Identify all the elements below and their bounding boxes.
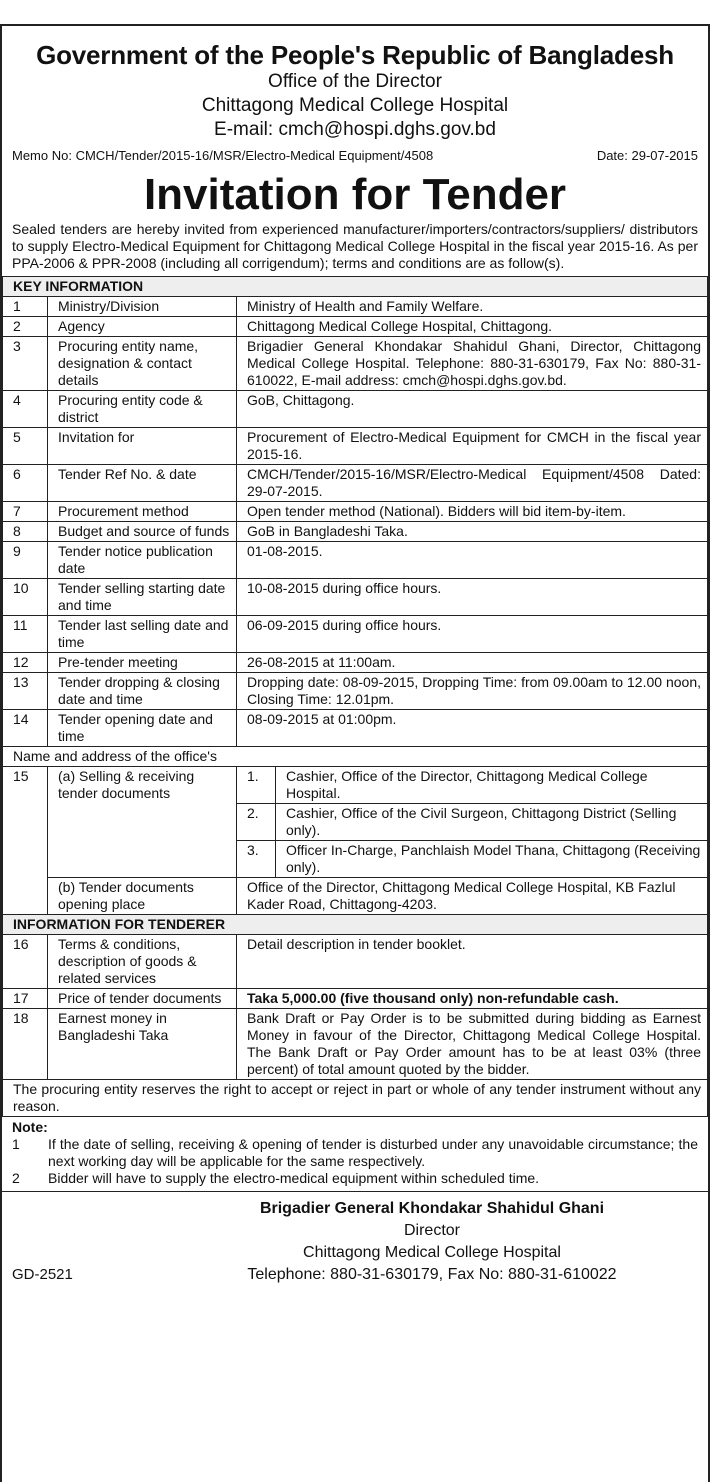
row-value: 10-08-2015 during office hours.	[237, 579, 708, 616]
row-number: 9	[3, 542, 48, 579]
row-label: Agency	[48, 317, 237, 337]
gd-number: GD-2521	[12, 1266, 73, 1283]
memo-line	[2, 148, 708, 163]
row-label: Ministry/Division	[48, 297, 237, 317]
row-value: 08-09-2015 at 01:00pm.	[237, 710, 708, 747]
row-value: Office of the Director, Chittagong Medical College Hospital, KB Fazlul Kader Road, Chittagong-4203.	[237, 878, 708, 915]
table-row	[3, 710, 708, 747]
place-item	[237, 804, 707, 841]
note-text: Bidder will have to supply the electro-medical equipment within scheduled time.	[48, 1170, 540, 1186]
row-number: 4	[3, 391, 48, 428]
table-row	[3, 391, 708, 428]
row-value: GoB in Bangladeshi Taka.	[237, 522, 708, 542]
table-row	[3, 297, 708, 317]
note-number: 2	[12, 1170, 20, 1186]
table-row	[3, 542, 708, 579]
row-label: Price of tender documents	[48, 989, 237, 1009]
row-number: 1	[3, 297, 48, 317]
memo-number: Memo No: CMCH/Tender/2015-16/MSR/Electro-Medical Equipment/4508	[12, 148, 434, 163]
reservation-text: The procuring entity reserves the right to accept or reject in part or whole of any tender instrument without any reason.	[3, 1080, 708, 1117]
row-value: Detail description in tender booklet.	[237, 935, 708, 989]
divider	[2, 1191, 708, 1192]
row-number: 3	[3, 337, 48, 391]
row-number-empty	[3, 878, 48, 915]
table-row	[3, 502, 708, 522]
table-row	[3, 878, 708, 915]
row-label: Invitation for	[48, 428, 237, 465]
table-row	[3, 673, 708, 710]
signatory-name: Brigadier General Khondakar Shahidul Ghani	[259, 1200, 605, 1217]
row-number: 7	[3, 502, 48, 522]
row-number: 5	[3, 428, 48, 465]
row-label: (a) Selling & receiving tender documents	[48, 767, 237, 878]
table-row	[3, 653, 708, 673]
table-row	[3, 616, 708, 653]
hospital-name: Chittagong Medical College Hospital	[201, 95, 509, 116]
row-number: 2	[3, 317, 48, 337]
row-label: Tender notice publication date	[48, 542, 237, 579]
email-line: E-mail: cmch@hospi.dghs.gov.bd	[214, 119, 496, 140]
row-label: Budget and source of funds	[48, 522, 237, 542]
notes-heading: Note:	[12, 1119, 48, 1135]
place-text: Cashier, Office of the Director, Chittagong Medical College Hospital.	[276, 767, 708, 804]
row-value: Procurement of Electro-Medical Equipment for CMCH in the fiscal year 2015-16.	[237, 428, 708, 465]
header	[2, 40, 708, 142]
note-item	[12, 1170, 698, 1187]
table-row	[3, 989, 708, 1009]
place-text: Cashier, Office of the Civil Surgeon, Chittagong District (Selling only).	[276, 804, 708, 841]
row-label: Tender selling starting date and time	[48, 579, 237, 616]
office-name: Office of the Director	[268, 71, 442, 92]
row-number: 10	[3, 579, 48, 616]
signature-block	[2, 1198, 708, 1286]
table-row	[3, 465, 708, 502]
table-row	[3, 1009, 708, 1080]
place-number: 3.	[237, 841, 276, 878]
row-value: Taka 5,000.00 (five thousand only) non-refundable cash.	[237, 989, 708, 1009]
intro-paragraph: Sealed tenders are hereby invited from experienced manufacturer/importers/contractors/suppliers/ distributors to supply Electro-Medical Equipment for Chittagong Medical College Hospital in the fiscal year 2015-16. As per PPA-2006 & PPR-2008 (including all corrigendum); terms and conditions are as follow(s).	[12, 221, 698, 271]
row-value: Dropping date: 08-09-2015, Dropping Time: from 09.00am to 12.00 noon, Closing Time: 12.01pm.	[237, 673, 708, 710]
tenderer-information-heading: INFORMATION FOR TENDERER	[3, 915, 708, 935]
row-number: 8	[3, 522, 48, 542]
row-value: Chittagong Medical College Hospital, Chittagong.	[237, 317, 708, 337]
place-item	[237, 767, 707, 804]
signatory-contact: Telephone: 880-31-630179, Fax No: 880-31-610022	[247, 1266, 617, 1283]
row-number: 17	[3, 989, 48, 1009]
notes-list	[12, 1136, 698, 1187]
section-heading-row	[3, 915, 708, 935]
row-number: 14	[3, 710, 48, 747]
place-number: 1.	[237, 767, 276, 804]
notice-title: Invitation for Tender	[143, 170, 567, 219]
row-label: Earnest money in Bangladeshi Taka	[48, 1009, 237, 1080]
row-value: 26-08-2015 at 11:00am.	[237, 653, 708, 673]
signatory-designation: Director	[403, 1222, 460, 1239]
places-list	[237, 767, 707, 877]
row-label: Procurement method	[48, 502, 237, 522]
place-number: 2.	[237, 804, 276, 841]
offices-heading: Name and address of the office's	[3, 747, 708, 767]
notes-section	[2, 1117, 708, 1189]
section-heading-row	[3, 277, 708, 297]
row-label: Terms & conditions, description of goods & related services	[48, 935, 237, 989]
row-number: 18	[3, 1009, 48, 1080]
row-label: Tender opening date and time	[48, 710, 237, 747]
row-value: 06-09-2015 during office hours.	[237, 616, 708, 653]
row-number: 15	[3, 767, 48, 878]
place-text: Officer In-Charge, Panchlaish Model Thana, Chittagong (Receiving only).	[286, 842, 701, 875]
tender-notice	[0, 24, 710, 1482]
tender-table	[2, 276, 708, 1117]
offices-heading-row	[3, 747, 708, 767]
row-number: 13	[3, 673, 48, 710]
row-label: Tender last selling date and time	[48, 616, 237, 653]
table-row	[3, 935, 708, 989]
reservation-row	[3, 1080, 708, 1117]
selling-places	[237, 767, 708, 878]
note-item	[12, 1136, 698, 1170]
note-number: 1	[12, 1136, 20, 1152]
row-label: Tender dropping & closing date and time	[48, 673, 237, 710]
row-value: Open tender method (National). Bidders will bid item-by-item.	[237, 502, 708, 522]
table-row	[3, 767, 708, 878]
table-row	[3, 579, 708, 616]
row-value: CMCH/Tender/2015-16/MSR/Electro-Medical Equipment/4508 Dated: 29-07-2015.	[237, 465, 708, 502]
table-row	[3, 428, 708, 465]
row-number: 16	[3, 935, 48, 989]
table-row	[3, 337, 708, 391]
row-number: 11	[3, 616, 48, 653]
row-label: Procuring entity name, designation & contact details	[48, 337, 237, 391]
table-row	[3, 317, 708, 337]
memo-date: Date: 29-07-2015	[596, 148, 698, 163]
row-label: (b) Tender documents opening place	[48, 878, 237, 915]
note-text: If the date of selling, receiving & opening of tender is disturbed under any unavoidable circumstance; the next working day will be applicable for the same respectively.	[48, 1136, 698, 1169]
row-label: Pre-tender meeting	[48, 653, 237, 673]
place-item	[237, 841, 707, 878]
row-number: 12	[3, 653, 48, 673]
row-value: Bank Draft or Pay Order is to be submitted during bidding as Earnest Money in favour of the Director, Chittagong Medical College Hospital. The Bank Draft or Pay Order amount has to be at least 03% (three percent) of total amount quoted by the bidder.	[237, 1009, 708, 1080]
row-value: GoB, Chittagong.	[237, 391, 708, 428]
signatory-organization: Chittagong Medical College Hospital	[303, 1244, 561, 1261]
row-label: Procuring entity code & district	[48, 391, 237, 428]
table-row	[3, 522, 708, 542]
row-value: Brigadier General Khondakar Shahidul Ghani, Director, Chittagong Medical College Hospital. Telephone: 880-31-630179, Fax No: 880-31-610022, E-mail address: cmch@hospi.dghs.gov.bd.	[237, 337, 708, 391]
row-number: 6	[3, 465, 48, 502]
row-label: Tender Ref No. & date	[48, 465, 237, 502]
government-title: Government of the People's Republic of Bangladesh	[36, 40, 674, 70]
row-value: Ministry of Health and Family Welfare.	[237, 297, 708, 317]
key-information-heading: KEY INFORMATION	[3, 277, 708, 297]
row-value: 01-08-2015.	[237, 542, 708, 579]
